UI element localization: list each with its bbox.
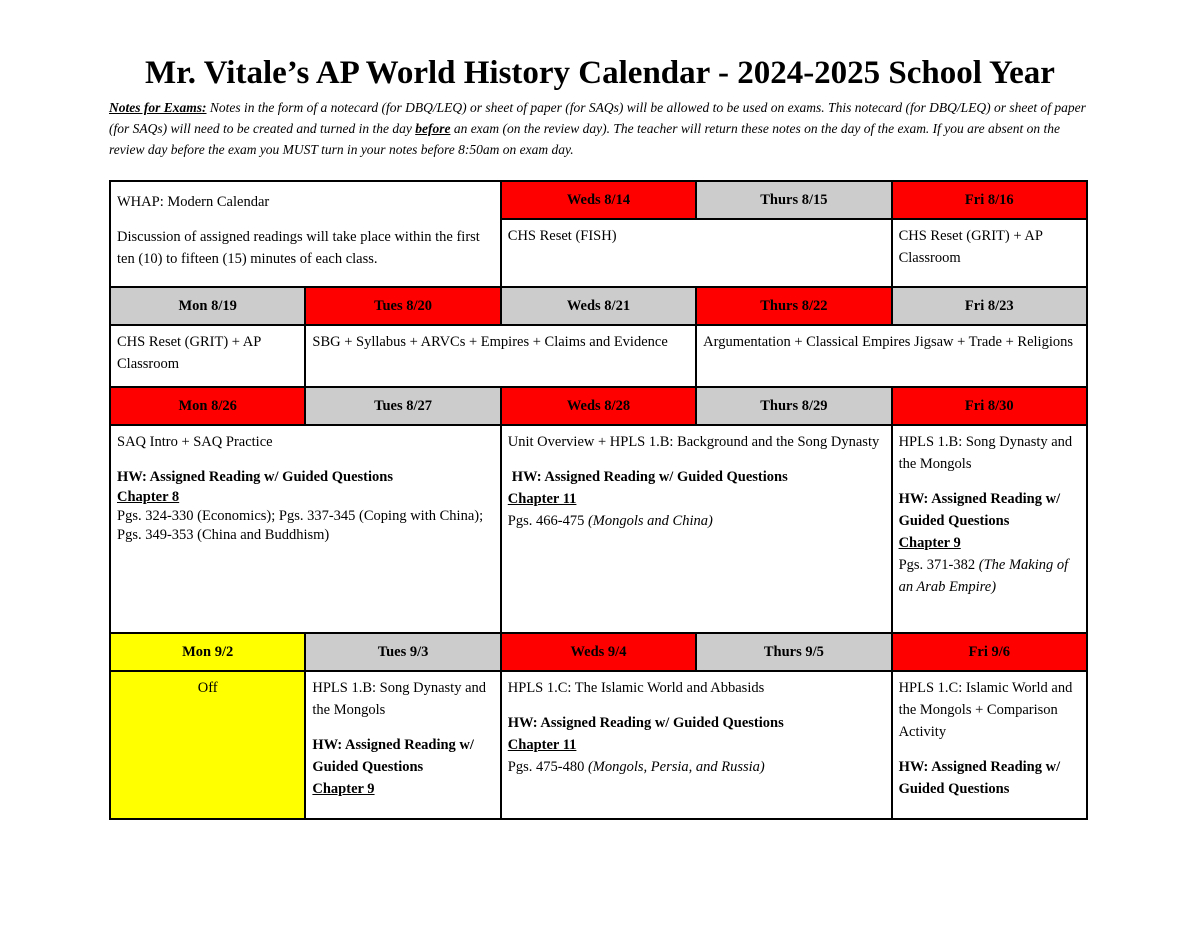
week2-cell-mon	[110, 325, 305, 387]
week4-header-row	[110, 633, 1087, 671]
week4-fri-hw: HW: Assigned Reading w/ Guided Questions	[898, 759, 1061, 797]
week3-weds-thurs-hw: HW: Assigned Reading w/ Guided Questions	[511, 469, 788, 485]
week1-cell-weds-thurs-text: CHS Reset (FISH)	[507, 228, 617, 244]
exam-notes-emphasis: before	[415, 121, 451, 136]
week3-mon-tues-pages: Pgs. 324-330 (Economics); Pgs. 337-345 (Coping with China); Pgs. 349-353 (China and Buddhism)	[117, 508, 484, 543]
day-header-tues-8-27: Tues 8/27	[305, 387, 500, 425]
week4-mon-text: Off	[197, 680, 218, 696]
week1-cell-fri	[892, 219, 1087, 287]
week3-fri-hw: HW: Assigned Reading w/ Guided Questions	[898, 491, 1061, 529]
week3-header-row	[110, 387, 1087, 425]
day-header-thurs-8-29: Thurs 8/29	[696, 387, 891, 425]
day-header-weds-9-4: Weds 9/4	[501, 633, 696, 671]
week3-mon-tues-text: SAQ Intro + SAQ Practice	[117, 434, 273, 450]
exam-notes-text-2: an exam (on the review day). The teacher will return these notes on the day of the exam. If you are absent on the review day before the exam you MUST turn in your notes before 8:50am on exam day.	[109, 121, 1061, 157]
week4-weds-thurs-chapter: Chapter 11	[507, 737, 577, 753]
day-header-fri-8-23: Fri 8/23	[892, 287, 1087, 325]
exam-notes-label: Notes for Exams:	[109, 100, 207, 115]
week4-fri-text: HPLS 1.C: Islamic World and the Mongols + Comparison Activity	[898, 680, 1073, 740]
week3-fri-text: HPLS 1.B: Song Dynasty and the Mongols	[898, 434, 1073, 472]
week4-weds-thurs-hw: HW: Assigned Reading w/ Guided Questions	[507, 715, 784, 731]
week4-content-row	[110, 671, 1087, 819]
intro-title: WHAP: Modern Calendar	[117, 194, 270, 210]
exam-notes	[109, 97, 1094, 160]
week3-cell-weds-thurs	[501, 425, 892, 633]
week4-tues-hw: HW: Assigned Reading w/ Guided Questions	[312, 737, 474, 775]
week3-weds-thurs-pages: Pgs. 466-475	[507, 513, 588, 529]
week2-cell-thurs-fri-text: Argumentation + Classical Empires Jigsaw + Trade + Religions	[703, 334, 1073, 350]
day-header-tues-9-3: Tues 9/3	[305, 633, 500, 671]
week4-tues-chapter: Chapter 9	[312, 781, 375, 797]
calendar-table	[109, 180, 1088, 820]
intro-text: Discussion of assigned readings will take place within the first ten (10) to fifteen (15) minutes of each class.	[117, 229, 480, 267]
day-header-fri-8-16: Fri 8/16	[892, 181, 1087, 219]
week1-header-row	[110, 181, 1087, 219]
week3-weds-thurs-pages-topic: (Mongols and China)	[587, 513, 713, 529]
week3-cell-fri	[892, 425, 1087, 633]
week4-weds-thurs-pages-topic: (Mongols, Persia, and Russia)	[587, 759, 765, 775]
exam-notes-text-1: Notes in the form of a notecard (for DBQ/LEQ) or sheet of paper (for SAQs) will be allowed to be used on exams. This notecard (for DBQ/LEQ) or sheet of paper (for SAQs) will need to be created and turned in the day	[109, 100, 1086, 136]
week2-cell-mon-text: CHS Reset (GRIT) + AP Classroom	[117, 334, 261, 372]
week3-mon-tues-hw: HW: Assigned Reading w/ Guided Questions	[117, 469, 393, 485]
week3-fri-pages: Pgs. 371-382	[898, 557, 979, 573]
page-title: Mr. Vitale’s AP World History Calendar - 2024-2025 School Year	[145, 55, 1055, 91]
day-header-weds-8-28: Weds 8/28	[501, 387, 696, 425]
week4-tues-text: HPLS 1.B: Song Dynasty and the Mongols	[312, 680, 487, 718]
week4-cell-tues	[305, 671, 500, 819]
week4-weds-thurs-text: HPLS 1.C: The Islamic World and Abbasids	[507, 680, 765, 696]
day-header-mon-8-19: Mon 8/19	[110, 287, 305, 325]
day-header-weds-8-21: Weds 8/21	[501, 287, 696, 325]
week3-weds-thurs-chapter: Chapter 11	[507, 491, 577, 507]
day-header-thurs-8-22: Thurs 8/22	[696, 287, 891, 325]
intro-cell	[110, 181, 501, 287]
day-header-thurs-9-5: Thurs 9/5	[696, 633, 891, 671]
day-header-weds-8-14: Weds 8/14	[501, 181, 696, 219]
week4-weds-thurs-pages: Pgs. 475-480	[507, 759, 588, 775]
week4-cell-weds-thurs	[501, 671, 892, 819]
week4-cell-fri	[892, 671, 1087, 819]
day-header-fri-9-6: Fri 9/6	[892, 633, 1087, 671]
week1-cell-weds-thurs	[501, 219, 892, 287]
week4-cell-mon	[110, 671, 305, 819]
week3-cell-mon-tues	[110, 425, 501, 633]
day-header-mon-9-2: Mon 9/2	[110, 633, 305, 671]
week2-content-row	[110, 325, 1087, 387]
day-header-thurs-8-15: Thurs 8/15	[696, 181, 891, 219]
week1-cell-fri-text: CHS Reset (GRIT) + AP Classroom	[898, 228, 1043, 266]
week2-cell-tues-weds-text: SBG + Syllabus + ARVCs + Empires + Claims and Evidence	[312, 334, 668, 350]
day-header-tues-8-20: Tues 8/20	[305, 287, 500, 325]
week3-content-row	[110, 425, 1087, 633]
week2-cell-tues-weds	[305, 325, 696, 387]
week3-fri-chapter: Chapter 9	[898, 535, 961, 551]
week2-cell-thurs-fri	[696, 325, 1087, 387]
week3-weds-thurs-text: Unit Overview + HPLS 1.B: Background and the Song Dynasty	[507, 434, 880, 450]
week2-header-row	[110, 287, 1087, 325]
week3-mon-tues-chapter: Chapter 8	[117, 489, 180, 505]
day-header-mon-8-26: Mon 8/26	[110, 387, 305, 425]
week3-fri-pages-topic: (The Making of an Arab Empire)	[898, 557, 1069, 595]
day-header-fri-8-30: Fri 8/30	[892, 387, 1087, 425]
